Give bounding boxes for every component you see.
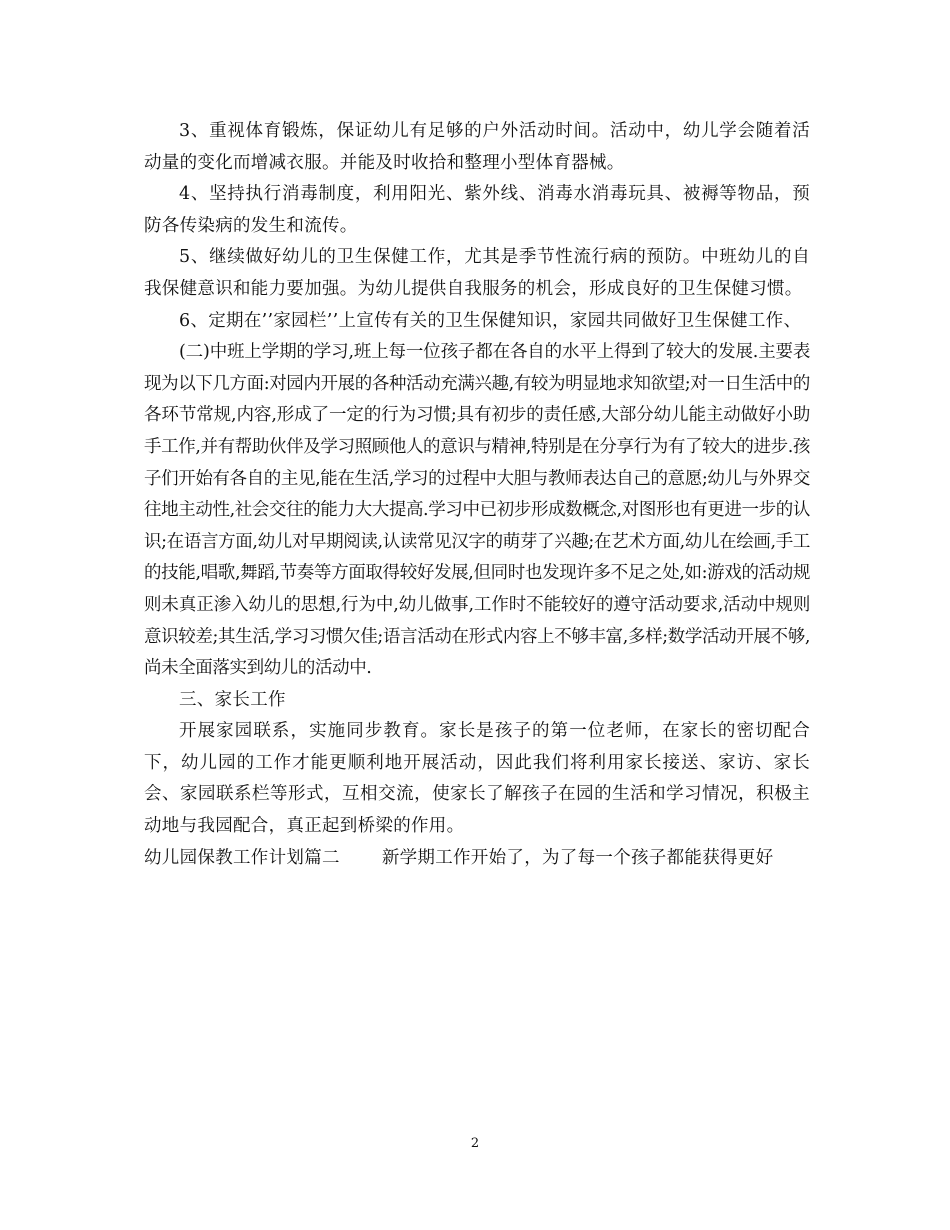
next-plan-heading: 幼儿园保教工作计划篇二 — [144, 847, 340, 868]
section-heading-parent-work: 三、家长工作 — [179, 689, 286, 710]
paragraph-item-6: 6、定期在’’家园栏’’上宣传有关的卫生保健知识，家园共同做好卫生保健工作、 — [179, 310, 802, 331]
paragraph-item-4: 4、坚持执行消毒制度，利用阳光、紫外线、消毒水消毒玩具、被褥等物品，预防各传染病的发生和流传。 — [144, 184, 810, 236]
next-plan-line — [144, 843, 810, 875]
paragraph-item-3: 3、重视体育锻炼，保证幼儿有足够的户外活动时间。活动中，幼儿学会随着活动量的变化而增减衣服。并能及时收拾和整理小型体育器械。 — [144, 121, 810, 173]
paragraph-parent-work: 开展家园联系，实施同步教育。家长是孩子的第一位老师，在家长的密切配合下，幼儿园的工作才能更顺利地开展活动，因此我们将利用家长接送、家访、家长会、家园联系栏等形式，互相交流，使家长了解孩子在园的生活和学习情况，积极主动地与我园配合，真正起到桥梁的作用。 — [144, 721, 810, 837]
paragraph-item-5: 5、继续做好幼儿的卫生保健工作，尤其是季节性流行病的预防。中班幼儿的自我保健意识和能力要加强。为幼儿提供自我服务的机会，形成良好的卫生保健习惯。 — [144, 247, 810, 299]
paragraph-middle-class-summary: (二)中班上学期的学习,班上每一位孩子都在各自的水平上得到了较大的发展.主要表现为以下几方面:对园内开展的各种活动充满兴趣,有较为明显地求知欲望;对一日生活中的各环节常规,内容,形成了一定的行为习惯;具有初步的责任感,大部分幼儿能主动做好小助手工作,并有帮助伙伴及学习照顾他人的意识与精神,特别是在分享行为有了较大的进步.孩子们开始有各自的主见,能在生活,学习的过程中大胆与教师表达自己的意愿;幼儿与外界交往地主动性,社会交往的能力大大提高.学习中已初步形成数概念,对图形也有更进一步的认识;在语言方面,幼儿对早期阅读,认读常见汉字的萌芽了兴趣;在艺术方面,幼儿在绘画,手工的技能,唱歌,舞蹈,节奏等方面取得较好发展,但同时也发现许多不足之处,如:游戏的活动规则未真正渗入幼儿的思想,行为中,幼儿做事,工作时不能较好的遵守活动要求,活动中规则意识较差;其生活,学习习惯欠佳;语言活动在形式内容上不够丰富,多样;数学活动开展不够,尚未全面落实到幼儿的活动中. — [144, 342, 810, 679]
next-plan-text: 新学期工作开始了，为了每一个孩子都能获得更好 — [381, 847, 774, 868]
page-number: 2 — [470, 1136, 480, 1151]
page-content — [144, 116, 810, 874]
